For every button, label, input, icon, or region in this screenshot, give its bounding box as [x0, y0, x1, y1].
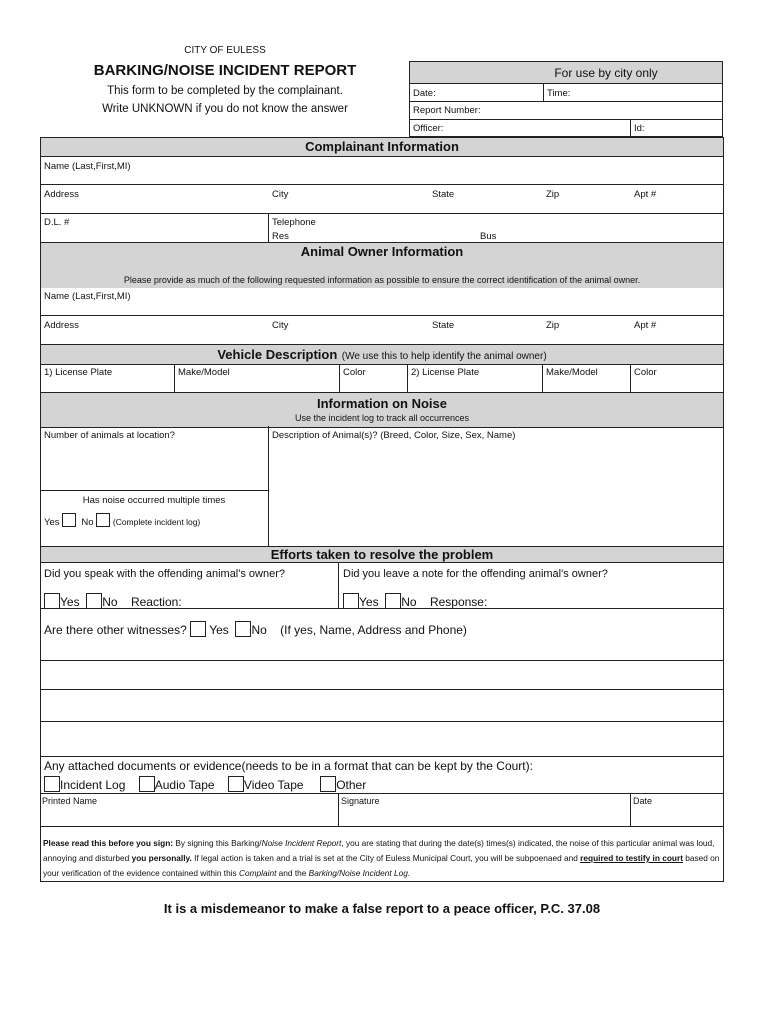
city-use-time[interactable]: Time:	[547, 88, 571, 99]
vehicle-color-2[interactable]: Color	[634, 367, 657, 378]
witnesses-question: Are there other witnesses?	[44, 623, 187, 637]
sign-date-field[interactable]: Date	[633, 796, 653, 806]
city-use-date[interactable]: Date:	[413, 88, 436, 99]
incident-log-checkbox[interactable]	[44, 776, 60, 792]
reaction-field[interactable]: Reaction:	[130, 595, 182, 609]
witnesses-yes-label: Yes	[209, 623, 229, 637]
complainant-telephone-label: Telephone	[272, 217, 316, 228]
multiple-no-label: No	[81, 517, 94, 528]
city-use-officer[interactable]: Officer:	[413, 123, 444, 134]
owner-state-field[interactable]: State	[432, 320, 455, 331]
note-no-label: No	[401, 595, 417, 609]
owner-address-field[interactable]: Address	[44, 320, 79, 331]
witnesses-no-label: No	[251, 623, 267, 637]
noise-subheading: Use the incident log to track all occurrences	[294, 413, 470, 423]
city-name: CITY OF EULESS	[184, 45, 266, 56]
note-yes-label: Yes	[359, 595, 379, 609]
multiple-times-label: Has noise occurred multiple times	[82, 495, 226, 506]
statement-text-4: based on your verification of the evidence contained within this	[43, 853, 720, 878]
evidence-options	[44, 776, 366, 792]
witnesses-yes-checkbox[interactable]	[190, 621, 206, 637]
misdemeanor-warning: It is a misdemeanor to make a false report to a peace officer, P.C. 37.08	[163, 901, 601, 916]
form-title: BARKING/NOISE INCIDENT REPORT	[93, 62, 357, 79]
city-use-heading: For use by city only	[554, 66, 658, 80]
video-tape-checkbox[interactable]	[228, 776, 244, 792]
statement-italic-5: Barking/Noise Incident Log.	[308, 868, 411, 878]
city-use-id[interactable]: Id:	[634, 123, 645, 134]
complainant-state-field[interactable]: State	[432, 189, 455, 200]
instruction-line-1: This form to be completed by the complainant.	[107, 85, 343, 97]
legal-statement	[43, 836, 721, 881]
audio-tape-label: Audio Tape	[154, 778, 215, 792]
video-tape-label: Video Tape	[243, 778, 304, 792]
owner-heading: Animal Owner Information	[300, 244, 464, 259]
vehicle-color-1[interactable]: Color	[343, 367, 366, 378]
audio-tape-checkbox[interactable]	[139, 776, 155, 792]
spoke-question: Did you speak with the offending animal's owner?	[44, 568, 285, 580]
printed-name-field[interactable]: Printed Name	[42, 796, 98, 806]
spoke-yes-checkbox[interactable]	[44, 593, 60, 609]
owner-note: Please provide as much of the following requested information as possible to ensure the correct identification of the animal owner.	[123, 275, 641, 285]
statement-bold-2: you personally.	[131, 853, 192, 863]
statement-text-5: and the	[276, 868, 309, 878]
complainant-address-field[interactable]: Address	[44, 189, 79, 200]
note-yes-checkbox[interactable]	[343, 593, 359, 609]
witnesses-no-checkbox[interactable]	[235, 621, 251, 637]
response-field[interactable]: Response:	[429, 595, 488, 609]
statement-lead: Please read this before you sign:	[43, 838, 174, 848]
other-checkbox[interactable]	[320, 776, 336, 792]
noise-heading: Information on Noise	[317, 396, 447, 411]
spoke-options	[44, 593, 182, 609]
efforts-heading: Efforts taken to resolve the problem	[270, 547, 494, 562]
owner-name-field[interactable]: Name (Last,First,MI)	[44, 291, 131, 302]
vehicle-section-header	[41, 344, 723, 365]
multiple-yes-label: Yes	[44, 517, 60, 528]
vehicle-make-2[interactable]: Make/Model	[546, 367, 598, 378]
owner-apt-field[interactable]: Apt #	[634, 320, 657, 331]
multiple-no-checkbox[interactable]	[96, 513, 110, 527]
complainant-heading: Complainant Information	[305, 139, 459, 154]
complainant-dl-field[interactable]: D.L. #	[44, 217, 70, 228]
spoke-no-label: No	[102, 595, 118, 609]
owner-zip-field[interactable]: Zip	[546, 320, 560, 331]
complainant-bus-phone[interactable]: Bus	[480, 231, 497, 242]
efforts-section-header	[41, 546, 723, 563]
complainant-res-phone[interactable]: Res	[272, 231, 289, 242]
spoke-no-checkbox[interactable]	[86, 593, 102, 609]
statement-text-1: By signing this Barking/	[173, 838, 262, 848]
num-animals-field[interactable]: Number of animals at location?	[44, 430, 175, 441]
vehicle-heading: Vehicle Description	[217, 347, 338, 362]
noise-section-header	[41, 392, 723, 428]
witnesses-note: (If yes, Name, Address and Phone)	[280, 623, 467, 637]
statement-text-2: , you are stating that during the date(s) times(s) indicated, the noise of this particular animal was loud, annoying and disturbed	[43, 838, 715, 863]
complainant-city-field[interactable]: City	[272, 189, 289, 200]
signature-field[interactable]: Signature	[341, 796, 380, 806]
multiple-times-options	[44, 513, 200, 528]
note-question: Did you leave a note for the offending animal's owner?	[343, 568, 608, 580]
complete-log-note: (Complete incident log)	[112, 517, 201, 527]
witnesses-row	[44, 621, 467, 637]
vehicle-plate-2[interactable]: 2) License Plate	[411, 367, 480, 378]
incident-log-label: Incident Log	[60, 778, 126, 792]
note-no-checkbox[interactable]	[385, 593, 401, 609]
complainant-apt-field[interactable]: Apt #	[634, 189, 657, 200]
owner-section-header	[41, 242, 723, 288]
owner-city-field[interactable]: City	[272, 320, 289, 331]
spoke-yes-label: Yes	[60, 595, 80, 609]
other-label: Other	[336, 778, 367, 792]
complainant-name-field[interactable]: Name (Last,First,MI)	[44, 161, 131, 172]
statement-italic-1: Noise Incident Report	[261, 838, 342, 848]
vehicle-make-1[interactable]: Make/Model	[178, 367, 230, 378]
vehicle-note: (We use this to help identify the animal owner)	[341, 351, 547, 362]
instruction-line-2: Write UNKNOWN if you do not know the answer	[102, 103, 348, 115]
multiple-yes-checkbox[interactable]	[62, 513, 76, 527]
vehicle-plate-1[interactable]: 1) License Plate	[44, 367, 113, 378]
city-use-report-number[interactable]: Report Number:	[413, 105, 481, 116]
evidence-label: Any attached documents or evidence(needs to be in a format that can be kept by the Court):	[44, 759, 533, 773]
note-options	[343, 593, 487, 609]
city-use-header	[409, 61, 723, 84]
complainant-zip-field[interactable]: Zip	[546, 189, 560, 200]
statement-italic-4: Complaint	[239, 868, 277, 878]
animal-description-field[interactable]: Description of Animal(s)? (Breed, Color, Size, Sex, Name)	[272, 430, 516, 441]
statement-underline-3: required to testify in court	[580, 853, 683, 863]
complainant-section-header	[41, 138, 723, 157]
statement-text-3: If legal action is taken and a trial is set at the City of Euless Municipal Court, you will be subpoenaed and	[191, 853, 581, 863]
